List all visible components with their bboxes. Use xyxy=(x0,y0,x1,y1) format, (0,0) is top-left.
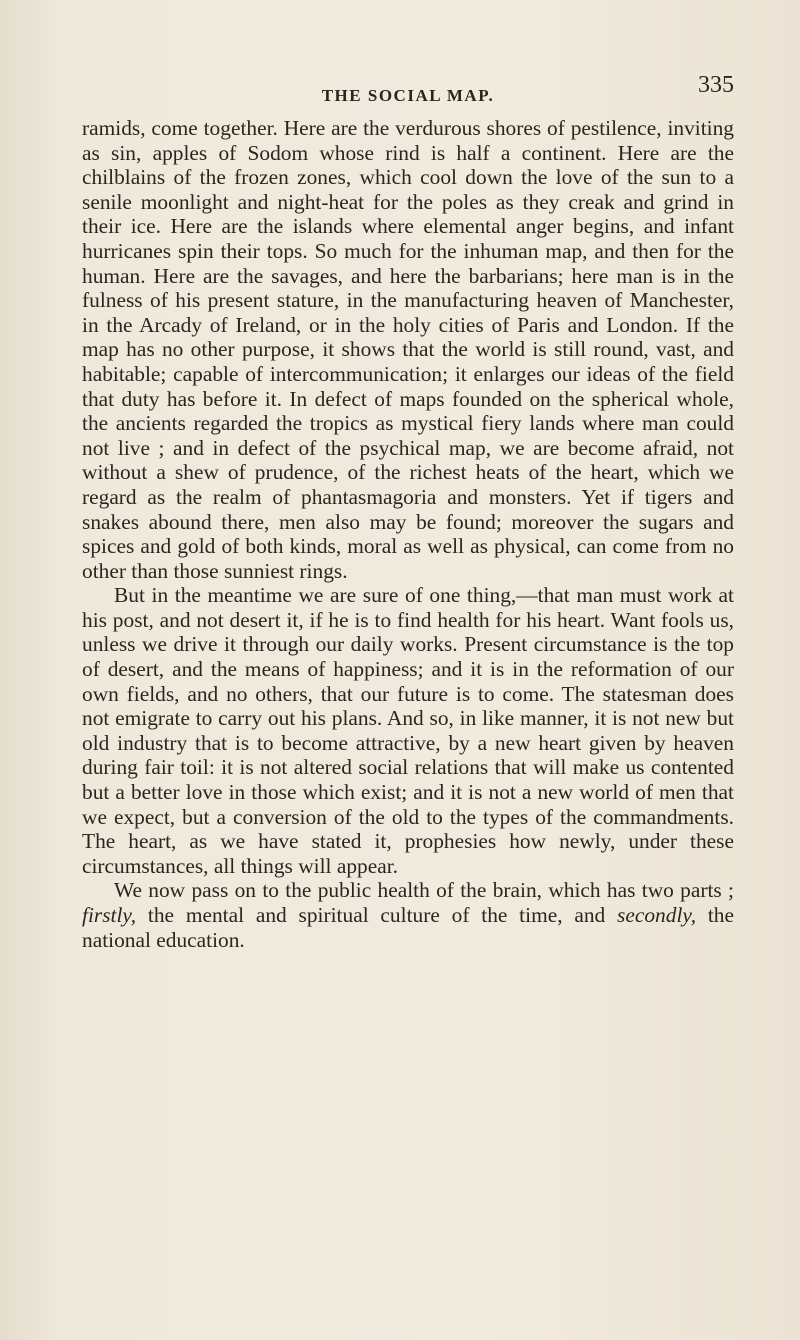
page-number: 335 xyxy=(698,72,734,98)
paragraph-text: the national education. xyxy=(82,903,734,952)
paragraph-text: We now pass on to the public health of the brain, which has two parts ; xyxy=(114,878,734,903)
running-head: THE SOCIAL MAP. xyxy=(321,86,495,105)
emphasis-text: firstly, xyxy=(82,903,137,927)
paragraph: But in the meantime we are sure of one thing,—that man must work at his post, and not desert it, if he is to find health for his heart. Want fools us, unless we drive it through our daily works. Present circumstance is the top of desert, and the means of happiness; and it is in the reformation of our own fields, and no others, that our future is to come. The statesman does not emigrate to carry out his plans. And so, in like manner, it is not new but old industry that is to become attractive, by a new heart given by heaven during fair toil: it is not altered social relations that will make us contented but a better love in those which exist; and it is not a new world of men that we expect, but a conversion of the old to the types of the commandments. The heart, as we have stated it, prophesies how newly, under these circumstances, all things will appear. xyxy=(82,583,734,878)
emphasis-text: secondly, xyxy=(617,903,697,927)
paragraph xyxy=(82,878,734,952)
paragraph-text: the mental and spiritual culture of the time, and xyxy=(136,903,618,927)
paragraph: ramids, come together. Here are the verdurous shores of pestilence, inviting as sin, apples of Sodom whose rind is half a continent. Here are the chilblains of the frozen zones, which cool down the love of the sun to a senile moonlight and night-heat for the poles as they creak and grind in their ice. Here are the islands where elemental anger begins, and infant hurricanes spin their tops. So much for the inhuman map, and then for the human. Here are the savages, and here the barbarians; here man is in the fulness of his present stature, in the manufacturing heaven of Manchester, in the Arcady of Ireland, or in the holy cities of Paris and London. If the map has no other purpose, it shows that the world is still round, vast, and habitable; capable of intercommunication; it enlarges our ideas of the field that duty has before it. In defect of maps founded on the spherical whole, the ancients regarded the tropics as mystical fiery lands where man could not live ; and in defect of the psychical map, we are become afraid, not without a shew of prudence, of the richest heats of the heart, which we regard as the realm of phantasmagoria and monsters. Yet if tigers and snakes abound there, men also may be found; moreover the sugars and spices and gold of both kinds, moral as well as physical, can come from no other than those sunniest rings. xyxy=(82,116,734,583)
page-header xyxy=(82,72,734,112)
body-text xyxy=(82,116,734,952)
